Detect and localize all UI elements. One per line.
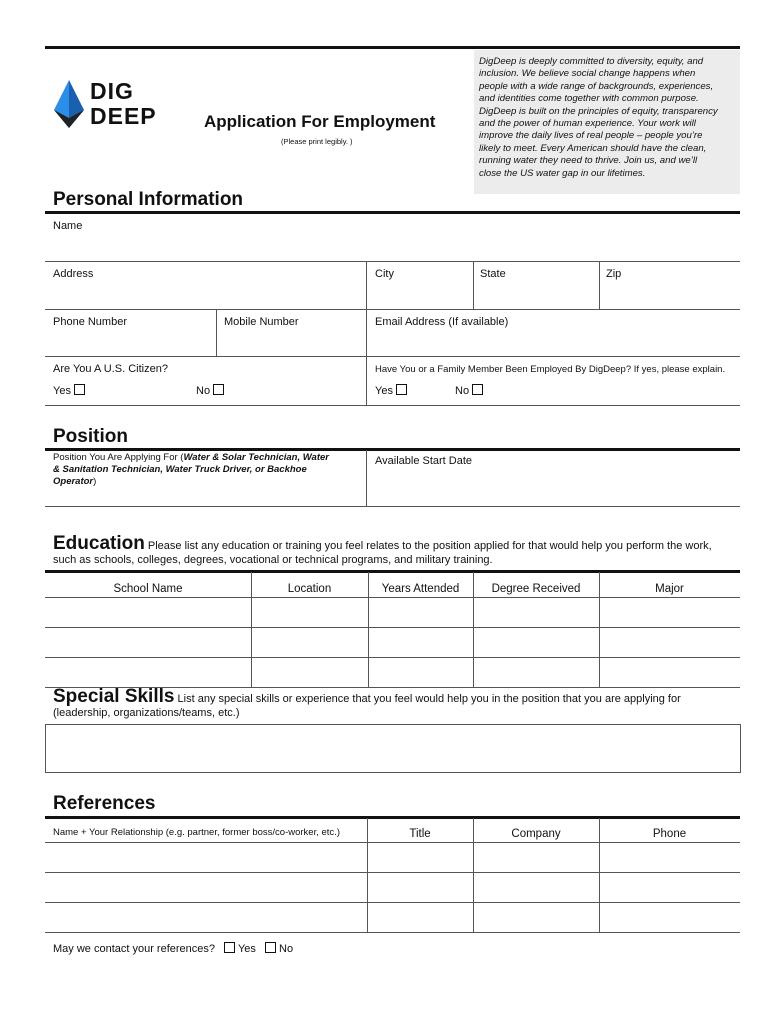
personal-info-heading: Personal Information xyxy=(53,189,244,210)
divider xyxy=(599,572,600,687)
divider xyxy=(251,572,252,687)
education-rule xyxy=(45,570,740,573)
email-label: Email Address (If available) xyxy=(375,316,509,328)
contact-no-checkbox[interactable] xyxy=(265,942,276,953)
form-subtitle: (Please print legibly. ) xyxy=(281,137,353,146)
contact-yes-label: Yes xyxy=(237,943,256,955)
logo-text-dig: DIG xyxy=(90,78,134,104)
applying-options-3: Operator xyxy=(53,476,94,487)
phone-field-line[interactable] xyxy=(45,356,740,357)
skills-textarea[interactable] xyxy=(45,724,741,773)
personal-rule xyxy=(45,211,740,214)
table-row[interactable] xyxy=(45,627,740,628)
family-no-label: No xyxy=(455,385,470,397)
col-title: Title xyxy=(409,828,431,840)
position-rule xyxy=(45,448,740,451)
family-question: Have You or a Family Member Been Employed By DigDeep? If yes, please explain. xyxy=(375,364,726,375)
col-company: Company xyxy=(511,828,561,840)
divider xyxy=(473,572,474,687)
water-drop-icon xyxy=(54,80,84,128)
position-heading: Position xyxy=(53,426,128,447)
dei-statement-text xyxy=(479,56,737,180)
citizen-yes-checkbox[interactable] xyxy=(74,384,85,395)
dei-statement-line: close the US water gap in our lifetimes. xyxy=(479,167,646,179)
family-yes-checkbox[interactable] xyxy=(396,384,407,395)
mobile-label: Mobile Number xyxy=(224,316,299,328)
contact-yes-checkbox[interactable] xyxy=(224,942,235,953)
logo-text-deep: DEEP xyxy=(90,103,157,129)
contact-no-label: No xyxy=(279,943,294,955)
position-applying-label xyxy=(53,452,358,488)
col-degree-received: Degree Received xyxy=(491,583,581,595)
form-title: Application For Employment xyxy=(204,112,436,131)
divider xyxy=(599,262,600,309)
col-phone: Phone xyxy=(652,828,687,840)
citizen-yes-label: Yes xyxy=(53,385,71,397)
dei-statement-line: running water they need to thrive. Join us, and we’ll xyxy=(479,155,698,167)
skills-heading: Special Skills xyxy=(53,686,175,707)
dei-statement xyxy=(474,50,740,194)
divider xyxy=(368,572,369,687)
applying-options-1: Water & Solar Technician, Water xyxy=(183,452,329,463)
family-yes[interactable] xyxy=(375,384,407,397)
name-label: Name xyxy=(53,220,83,232)
applying-options-2: & Sanitation Technician, Water Truck Driver, or Backhoe xyxy=(53,464,307,475)
address-label: Address xyxy=(53,268,94,280)
dei-statement-line: DigDeep is built on the principles of equity, transparency xyxy=(479,105,718,117)
col-school-name: School Name xyxy=(113,583,183,595)
table-row[interactable] xyxy=(45,872,740,873)
divider xyxy=(366,357,367,405)
divider xyxy=(599,818,600,932)
dei-statement-line: inclusion. We believe social change happens when xyxy=(479,68,696,80)
citizen-no[interactable] xyxy=(196,384,224,397)
divider xyxy=(366,310,367,356)
col-location: Location xyxy=(287,583,332,595)
citizen-question: Are You A U.S. Citizen? xyxy=(53,363,168,375)
education-intro xyxy=(53,533,753,567)
address-field-line[interactable] xyxy=(45,309,740,310)
divider xyxy=(216,310,217,356)
divider xyxy=(473,818,474,932)
skills-intro-1: List any special skills or experience that you feel would help you in the position that you are applying for xyxy=(177,693,681,705)
contact-references xyxy=(53,942,293,955)
citizen-yes[interactable] xyxy=(53,384,85,397)
skills-intro xyxy=(53,686,753,720)
applying-prefix: Position You Are Applying For ( xyxy=(53,452,184,463)
dei-statement-line: likely to meet. Every American should have the clean, xyxy=(479,142,707,154)
state-label: State xyxy=(480,268,506,280)
divider xyxy=(366,262,367,309)
divider xyxy=(367,818,368,932)
divider xyxy=(473,262,474,309)
col-major: Major xyxy=(655,583,684,595)
col-years-attended: Years Attended xyxy=(381,583,460,595)
table-row[interactable] xyxy=(45,657,740,658)
col-name-relationship: Name + Your Relationship (e.g. partner, former boss/co-worker, etc.) xyxy=(53,827,340,838)
table-row[interactable] xyxy=(45,932,740,933)
top-rule xyxy=(45,46,740,49)
phone-label: Phone Number xyxy=(53,316,127,328)
city-label: City xyxy=(375,268,394,280)
family-yes-label: Yes xyxy=(375,385,393,397)
citizen-field-line[interactable] xyxy=(45,405,740,406)
dei-statement-line: and identities come together with common purpose. xyxy=(479,93,699,105)
applying-suffix: ) xyxy=(93,476,97,487)
references-heading: References xyxy=(53,793,156,814)
citizen-no-label: No xyxy=(196,385,211,397)
dei-statement-line: people with a wide range of backgrounds, experiences, xyxy=(479,80,714,92)
position-field-line[interactable] xyxy=(45,506,740,507)
digdeep-logo xyxy=(54,80,164,130)
table-row[interactable] xyxy=(45,842,740,843)
table-row[interactable] xyxy=(45,902,740,903)
education-heading: Education xyxy=(53,533,145,554)
family-no-checkbox[interactable] xyxy=(472,384,483,395)
divider xyxy=(366,450,367,506)
zip-label: Zip xyxy=(606,268,622,280)
references-rule xyxy=(45,816,740,819)
education-intro-2: such as schools, colleges, degrees, vocational or technical programs, and military training. xyxy=(53,554,493,566)
family-no[interactable] xyxy=(455,384,483,397)
name-field-line[interactable] xyxy=(45,261,740,262)
education-intro-1: Please list any education or training you feel relates to the position applied for that would help you perform the work, xyxy=(147,540,712,552)
table-row[interactable] xyxy=(45,597,740,598)
start-date-label: Available Start Date xyxy=(375,455,473,467)
citizen-no-checkbox[interactable] xyxy=(213,384,224,395)
dei-statement-line: DigDeep is deeply committed to diversity, equity, and xyxy=(479,56,704,67)
dei-statement-line: improve the daily lives of real people – people you’re xyxy=(479,130,703,142)
contact-question: May we contact your references? xyxy=(53,943,216,955)
skills-intro-2: (leadership, organizations/teams, etc.) xyxy=(53,707,240,719)
dei-statement-line: and the power of human experience. Your work will xyxy=(479,118,696,130)
